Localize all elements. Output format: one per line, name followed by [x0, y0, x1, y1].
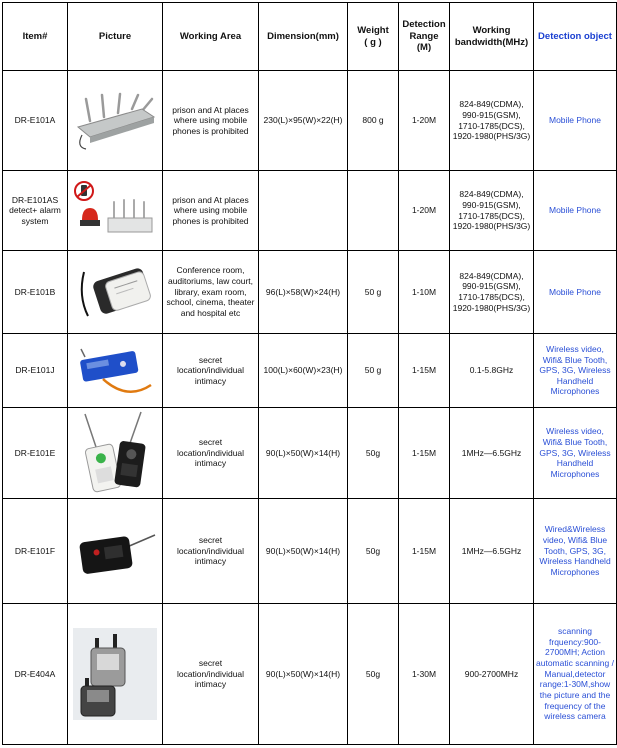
object-cell: Mobile Phone: [534, 71, 617, 171]
bandwidth-cell: 0.1-5.8GHz: [450, 334, 534, 408]
picture-cell: [68, 499, 163, 604]
area-cell: secret location/individual intimacy: [163, 499, 259, 604]
header-row: [3, 3, 617, 71]
multi-antenna-jammer-image: [72, 91, 158, 151]
bandwidth-cell: 1MHz—6.5GHz: [450, 499, 534, 604]
picture-cell: [68, 604, 163, 745]
picture-cell: [68, 408, 163, 499]
table-row: [3, 171, 617, 251]
area-cell: Conference room, auditoriums, law court, library, exam room, school, cinema, theater and hospital etc: [163, 251, 259, 334]
object-cell: Wired&Wireless video, Wifi& Blue Tooth, GPS, 3G, Wireless Handheld Microphones: [534, 499, 617, 604]
header-area: Working Area: [163, 3, 259, 71]
blue-detector-image: [73, 345, 157, 397]
table-row: [3, 408, 617, 499]
scanning-detector-image: [73, 628, 157, 720]
bandwidth-cell: 1MHz—6.5GHz: [450, 408, 534, 499]
header-dimension: Dimension(mm): [259, 3, 348, 71]
table-row: [3, 251, 617, 334]
item-cell: DR-E404A: [3, 604, 68, 745]
spec-table: [2, 2, 617, 745]
black-detector-image: [73, 523, 157, 579]
weight-cell: [348, 171, 399, 251]
item-cell: DR-E101J: [3, 334, 68, 408]
handheld-detector-image: [74, 262, 156, 322]
range-cell: 1-15M: [399, 499, 450, 604]
item-cell: DR-E101E: [3, 408, 68, 499]
area-cell: prison and At places where using mobile phones is prohibited: [163, 171, 259, 251]
header-range: Detection Range (M): [399, 3, 450, 71]
area-cell: prison and At places where using mobile phones is prohibited: [163, 71, 259, 171]
range-cell: 1-10M: [399, 251, 450, 334]
picture-cell: [68, 71, 163, 171]
object-cell: scanning frquency:900-2700MH; Action automatic scanning / Manual,detector range:1-30M,show the picture and the frequency of the wireless camera: [534, 604, 617, 745]
item-cell: DR-E101AS detect+ alarm system: [3, 171, 68, 251]
bandwidth-cell: 824-849(CDMA), 990-915(GSM), 1710-1785(DCS), 1920-1980(PHS/3G): [450, 251, 534, 334]
table-row: [3, 499, 617, 604]
item-cell: DR-E101A: [3, 71, 68, 171]
header-bandwidth: Working bandwidth(MHz): [450, 3, 534, 71]
range-cell: 1-15M: [399, 408, 450, 499]
table-row: [3, 604, 617, 745]
weight-cell: 50g: [348, 604, 399, 745]
range-cell: 1-20M: [399, 171, 450, 251]
table-row: [3, 334, 617, 408]
item-cell: DR-E101F: [3, 499, 68, 604]
weight-cell: 50g: [348, 408, 399, 499]
header-object: Detection object: [534, 3, 617, 71]
bandwidth-cell: 824-849(CDMA), 990-915(GSM), 1710-1785(DCS), 1920-1980(PHS/3G): [450, 71, 534, 171]
dimension-cell: 100(L)×60(W)×23(H): [259, 334, 348, 408]
range-cell: 1-30M: [399, 604, 450, 745]
dimension-cell: 96(L)×58(W)×24(H): [259, 251, 348, 334]
object-cell: Mobile Phone: [534, 171, 617, 251]
range-cell: 1-15M: [399, 334, 450, 408]
area-cell: secret location/individual intimacy: [163, 604, 259, 745]
weight-cell: 800 g: [348, 71, 399, 171]
object-cell: Mobile Phone: [534, 251, 617, 334]
picture-cell: [68, 334, 163, 408]
object-cell: Wireless video, Wifi& Blue Tooth, GPS, 3G, Wireless Handheld Microphones: [534, 334, 617, 408]
jammer-with-alarm-image: [72, 180, 158, 242]
item-cell: DR-E101B: [3, 251, 68, 334]
dimension-cell: 90(L)×50(W)×14(H): [259, 604, 348, 745]
pair-detectors-image: [75, 412, 155, 494]
bandwidth-cell: 824-849(CDMA), 990-915(GSM), 1710-1785(DCS), 1920-1980(PHS/3G): [450, 171, 534, 251]
picture-cell: [68, 251, 163, 334]
bandwidth-cell: 900-2700MHz: [450, 604, 534, 745]
header-item: Item#: [3, 3, 68, 71]
weight-cell: 50 g: [348, 251, 399, 334]
dimension-cell: 90(L)×50(W)×14(H): [259, 408, 348, 499]
dimension-cell: [259, 171, 348, 251]
header-weight: Weight ( g ): [348, 3, 399, 71]
weight-cell: 50 g: [348, 334, 399, 408]
dimension-cell: 230(L)×95(W)×22(H): [259, 71, 348, 171]
area-cell: secret location/individual intimacy: [163, 334, 259, 408]
table-row: [3, 71, 617, 171]
picture-cell: [68, 171, 163, 251]
weight-cell: 50g: [348, 499, 399, 604]
range-cell: 1-20M: [399, 71, 450, 171]
header-picture: Picture: [68, 3, 163, 71]
dimension-cell: 90(L)×50(W)×14(H): [259, 499, 348, 604]
object-cell: Wireless video, Wifi& Blue Tooth, GPS, 3G, Wireless Handheld Microphones: [534, 408, 617, 499]
area-cell: secret location/individual intimacy: [163, 408, 259, 499]
